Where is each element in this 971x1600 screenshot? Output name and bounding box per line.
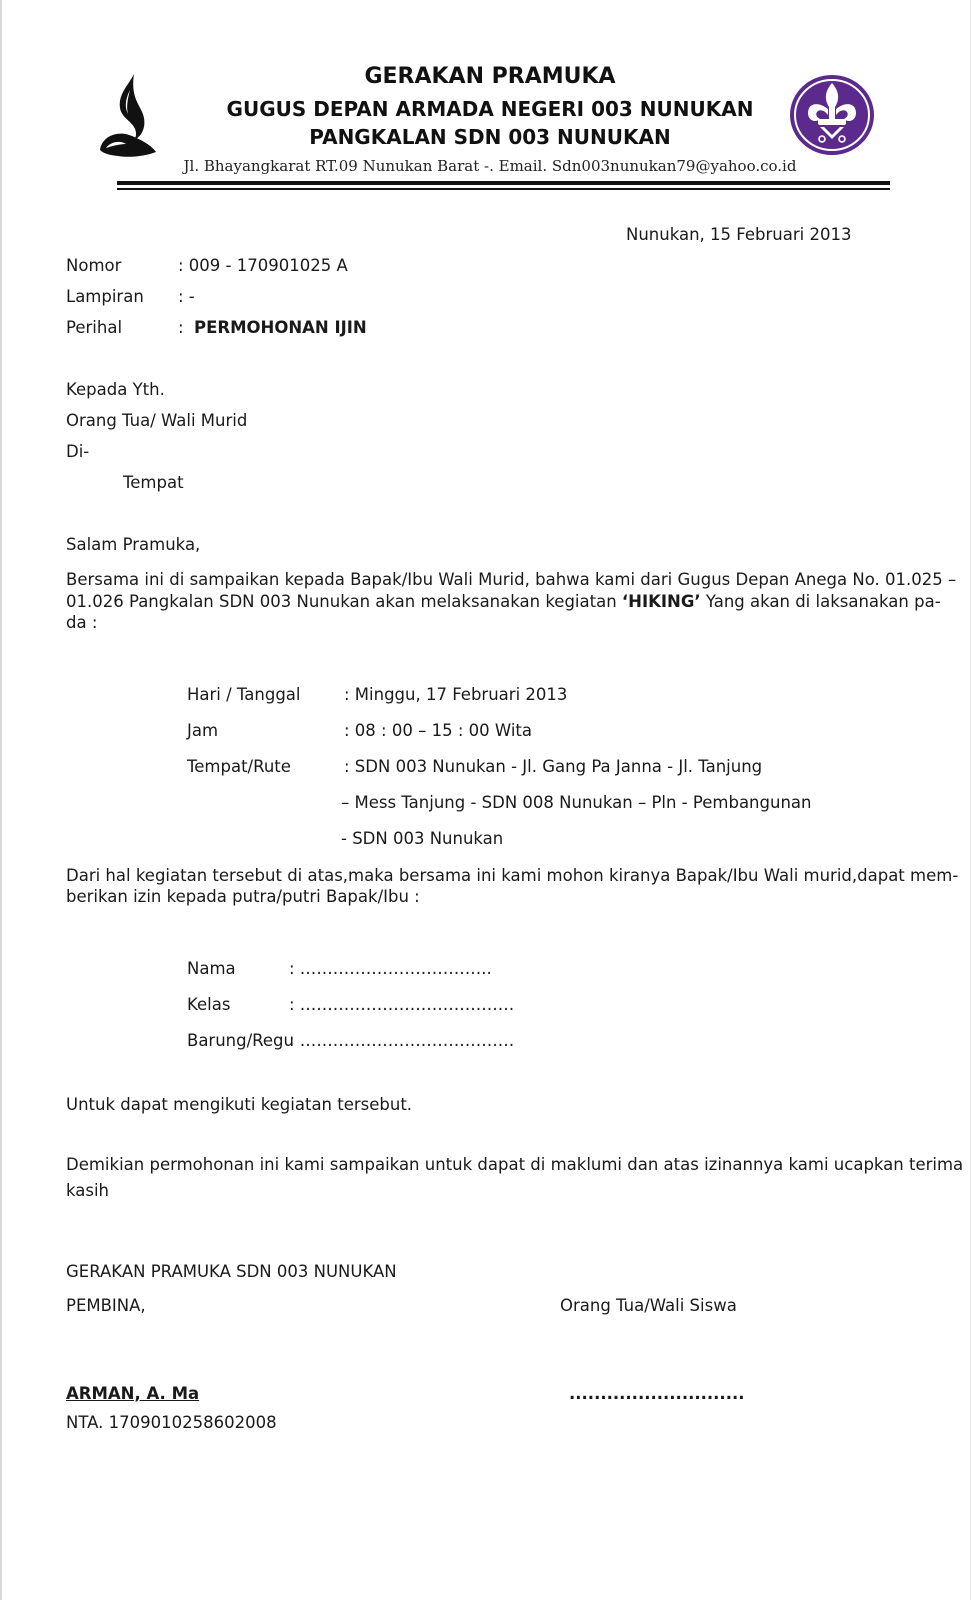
nama-field: : …………………………….. [289, 959, 492, 978]
tunas-kelapa-logo-icon [96, 72, 160, 164]
regu-label: Barung/Regu [187, 1031, 294, 1050]
perihal-label: Perihal [66, 318, 123, 337]
request-line-1: Dari hal kegiatan tersebut di atas,maka bersama ini kami mohon kiranya Bapak/Ibu Wali murid,dapat mem- [66, 866, 959, 885]
intro-line-2-c: Yang akan di laksanakan pa- [700, 592, 941, 611]
purpose-line: Untuk dapat mengikuti kegiatan tersebut. [66, 1095, 413, 1114]
route-value-2: – Mess Tanjung - SDN 008 Nunukan – Pln - Pembangunan [341, 793, 812, 812]
signature-name-left: ARMAN, A. Ma [66, 1384, 200, 1403]
recipient-line-3: Di- [66, 442, 90, 461]
route-value-1: : SDN 003 Nunukan - Jl. Gang Pa Janna - Jl. Tanjung [344, 757, 763, 776]
intro-line-1: Bersama ini di sampaikan kepada Bapak/Ibu Wali Murid, bahwa kami dari Gugus Depan Anega No. 01.025 – [66, 570, 957, 589]
org-title: GERAKAN PRAMUKA [364, 64, 616, 89]
signature-role-right: Orang Tua/Wali Siswa [560, 1296, 737, 1315]
kelas-label: Kelas [187, 995, 231, 1014]
nama-label: Nama [187, 959, 236, 978]
lampiran-label: Lampiran [66, 287, 144, 306]
signature-org: GERAKAN PRAMUKA SDN 003 NUNUKAN [66, 1262, 397, 1281]
base-title: PANGKALAN SDN 003 NUNUKAN [309, 125, 671, 149]
time-value: : 08 : 00 – 15 : 00 Wita [344, 721, 532, 740]
address-line: Jl. Bhayangkarat RT.09 Nunukan Barat -. Email. Sdn003nunukan79@yahoo.co.id [183, 157, 797, 175]
day-value: : Minggu, 17 Februari 2013 [344, 685, 568, 704]
intro-line-2 [66, 592, 941, 611]
intro-hiking: ‘HIKING’ [621, 592, 701, 611]
route-value-3: - SDN 003 Nunukan [341, 829, 504, 848]
greeting: Salam Pramuka, [66, 535, 201, 554]
recipient-line-4: Tempat [123, 473, 184, 492]
signature-role-left: PEMBINA, [66, 1296, 146, 1315]
recipient-line-1: Kepada Yth. [66, 380, 165, 399]
signature-name-right: ............................ [569, 1384, 745, 1403]
letter-date: Nunukan, 15 Februari 2013 [626, 225, 852, 244]
header-rule-thick [117, 181, 890, 185]
kelas-field: : ………………………………… [289, 995, 515, 1014]
nomor-label: Nomor [66, 256, 122, 275]
request-line-2: berikan izin kepada putra/putri Bapak/Ibu : [66, 887, 420, 906]
lampiran-value: : - [178, 287, 195, 306]
intro-line-2-a: 01.026 Pangkalan SDN 003 Nunukan akan melaksanakan kegiatan [66, 592, 622, 611]
page-edge [0, 0, 2, 1600]
perihal-colon: : [178, 318, 184, 337]
recipient-line-2: Orang Tua/ Wali Murid [66, 411, 248, 430]
closing-line-1: Demikian permohonan ini kami sampaikan untuk dapat di maklumi dan atas izinannya kami ucapkan terima [66, 1155, 964, 1174]
day-label: Hari / Tanggal [187, 685, 301, 704]
perihal-value: PERMOHONAN IJIN [194, 318, 367, 337]
intro-line-3: da : [66, 613, 98, 632]
nomor-value: : 009 - 170901025 A [178, 256, 348, 275]
route-label: Tempat/Rute [187, 757, 291, 776]
unit-title: GUGUS DEPAN ARMADA NEGERI 003 NUNUKAN [226, 97, 754, 121]
time-label: Jam [187, 721, 219, 740]
signature-nta: NTA. 1709010258602008 [66, 1413, 277, 1432]
header-rule-thin [117, 188, 890, 190]
regu-field: : ………………………………… [289, 1031, 515, 1050]
closing-line-2: kasih [66, 1181, 110, 1200]
